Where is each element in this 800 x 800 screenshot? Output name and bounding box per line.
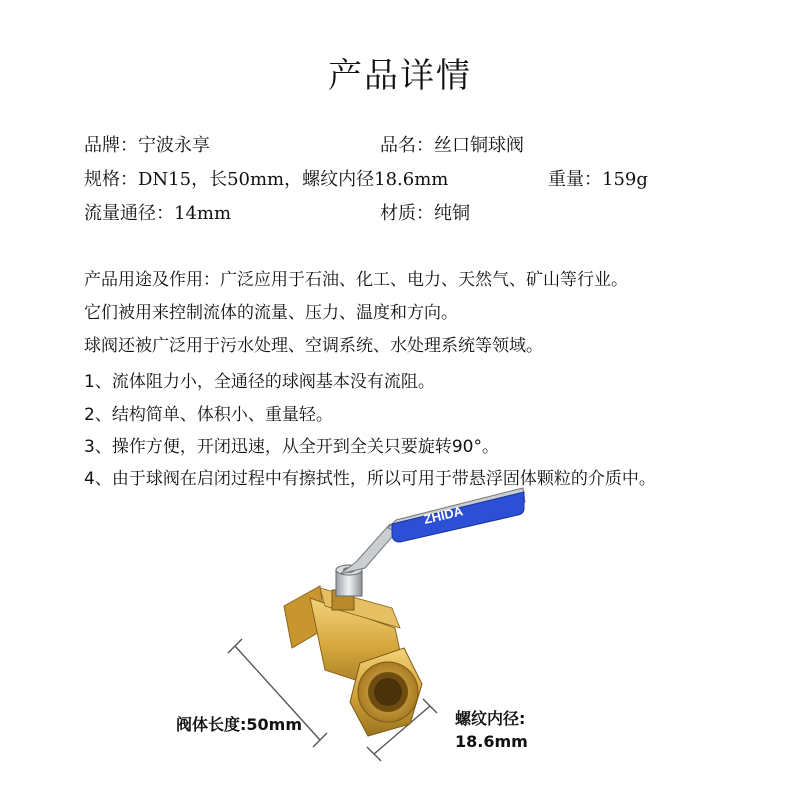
- description-line: 产品用途及作用：广泛应用于石油、化工、电力、天然气、矿山等行业。: [84, 270, 628, 290]
- valve-body: [284, 586, 422, 736]
- spec-bore-label: 流量通径：: [84, 203, 174, 224]
- spec-dimensions: [84, 165, 448, 191]
- body-length-label: 阀体长度:50mm: [176, 715, 303, 734]
- spec-brand-value: 宁波永享: [138, 135, 210, 156]
- thread-diameter-value: 18.6mm: [455, 732, 528, 751]
- spec-bore-value: 14mm: [174, 203, 232, 224]
- spec-dimensions-label: 规格：: [84, 169, 138, 190]
- spec-weight: [548, 165, 648, 191]
- spec-material: [380, 199, 470, 225]
- spec-name: [380, 131, 524, 157]
- spec-brand: [84, 131, 210, 157]
- feature-item: 4、由于球阀在启闭过程中有擦拭性，所以可用于带悬浮固体颗粒的介质中。: [84, 469, 656, 489]
- spec-material-value: 纯铜: [434, 203, 470, 224]
- spec-weight-label: 重量：: [548, 169, 602, 190]
- valve-handle: [340, 488, 525, 574]
- feature-item: 2、结构简单、体积小、重量轻。: [84, 405, 333, 425]
- spec-brand-label: 品牌：: [84, 135, 138, 156]
- description-line: 它们被用来控制流体的流量、压力、温度和方向。: [84, 303, 458, 323]
- spec-dimensions-value: DN15，长50mm，螺纹内径18.6mm: [138, 169, 449, 190]
- spec-name-value: 丝口铜球阀: [434, 135, 524, 156]
- spec-name-label: 品名：: [380, 135, 434, 156]
- description-line: 球阀还被广泛用于污水处理、空调系统、水处理系统等领域。: [84, 336, 543, 356]
- feature-item: 1、流体阻力小，全通径的球阀基本没有流阻。: [84, 372, 435, 392]
- feature-item: 3、操作方便，开闭迅速，从全开到全关只要旋转90°。: [84, 437, 499, 457]
- spec-weight-value: 159g: [602, 169, 648, 190]
- thread-diameter-label: 螺纹内径:: [455, 709, 526, 728]
- spec-bore: [84, 199, 231, 225]
- handle-brand-text: ZHIDA: [422, 503, 465, 527]
- page-title: 产品详情: [328, 56, 472, 96]
- spec-material-label: 材质：: [380, 203, 434, 224]
